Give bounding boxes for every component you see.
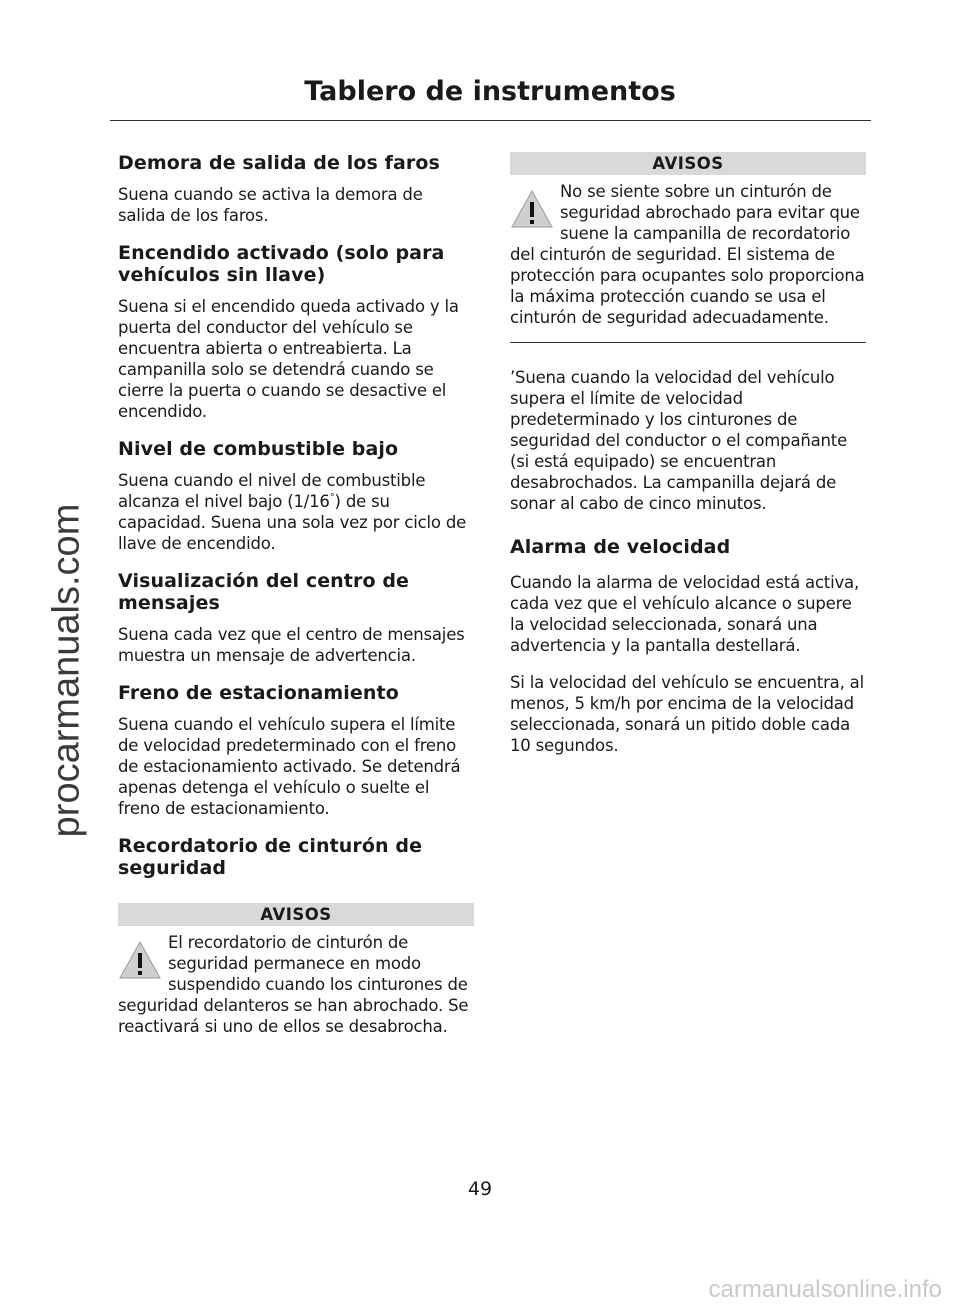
body-text: Suena cuando el nivel de combustible alcanza el nivel bajo (1/16 (118, 471, 426, 511)
warning-text: El recordatorio de cinturón de seguridad permanece en modo suspendido cuando los cinturones de seguridad delanteros se han abrochado. Se reactivará si uno de ellos se desabrocha. (118, 933, 469, 1036)
title-divider (110, 120, 871, 121)
section-body: ’Suena cuando la velocidad del vehículo supera el límite de velocidad predeterminado y los cinturones de seguridad del conductor o el compañante (si está equipado) se encuentran desabrochados. La campanilla dejará de sonar al cabo de cinco minutos. (510, 368, 848, 513)
body-text: ) de su capacidad. Suena una sola vez por ciclo de llave de encendido. (118, 492, 467, 553)
warning-divider (510, 342, 866, 343)
warning-text: No se siente sobre un cinturón de seguridad abrochado para evitar que suene la campanilla de recordatorio del cinturón de seguridad. El sistema de protección para ocupantes solo proporciona la máxima protección cuando se usa el cinturón de seguridad adecuadamente. (510, 182, 865, 327)
section-heading: Freno de estacionamiento (118, 682, 399, 704)
page-title: Tablero de instrumentos (304, 76, 676, 107)
bottom-watermark: carmanualsonline.info (708, 1276, 942, 1303)
section-heading: Recordatorio de cinturón de seguridad (118, 835, 423, 879)
warning-triangle-icon (118, 940, 162, 980)
warning-box (118, 903, 474, 1037)
warning-box (510, 152, 866, 343)
section-body (118, 470, 474, 554)
page-number: 49 (467, 1178, 493, 1200)
side-watermark-text: procarmanuals.com (45, 503, 88, 837)
warning-header: AVISOS (510, 152, 866, 175)
section-body: Si la velocidad del vehículo se encuentra, al menos, 5 km/h por encima de la velocidad seleccionada, sonará un pitido doble cada 10 segundos. (510, 673, 864, 755)
section-body: Suena si el encendido queda activado y la puerta del conductor del vehículo se encuentra abierta o entreabierta. La campanilla solo se detendrá cuando se cierre la puerta o cuando se desactive el encendido. (118, 297, 459, 421)
right-column (510, 152, 866, 772)
section-body: Suena cuando el vehículo supera el límite de velocidad predeterminado con el freno de estacionamiento activado. Se detendrá apenas detenga el vehículo o suelte el freno de estacionamiento. (118, 715, 461, 818)
section-body: Suena cuando se activa la demora de salida de los faros. (118, 185, 423, 225)
side-watermark (22, 470, 112, 870)
warning-triangle-icon (510, 189, 554, 229)
section-body: Suena cada vez que el centro de mensajes muestra un mensaje de advertencia. (118, 625, 465, 665)
section-heading: Alarma de velocidad (510, 536, 731, 558)
section-heading: Visualización del centro de mensajes (118, 570, 410, 614)
section-body: Cuando la alarma de velocidad está activa, cada vez que el vehículo alcance o supere la velocidad seleccionada, sonará una advertencia y la pantalla destellará. (510, 573, 859, 655)
section-heading: Encendido activado (solo para vehículos sin llave) (118, 242, 445, 286)
warning-header: AVISOS (118, 903, 474, 926)
superscript: ° (329, 492, 335, 504)
section-heading: Nivel de combustible bajo (118, 438, 399, 460)
left-column (118, 152, 474, 1037)
warning-body (510, 181, 866, 328)
warning-body (118, 932, 474, 1037)
section-heading: Demora de salida de los faros (118, 152, 440, 174)
